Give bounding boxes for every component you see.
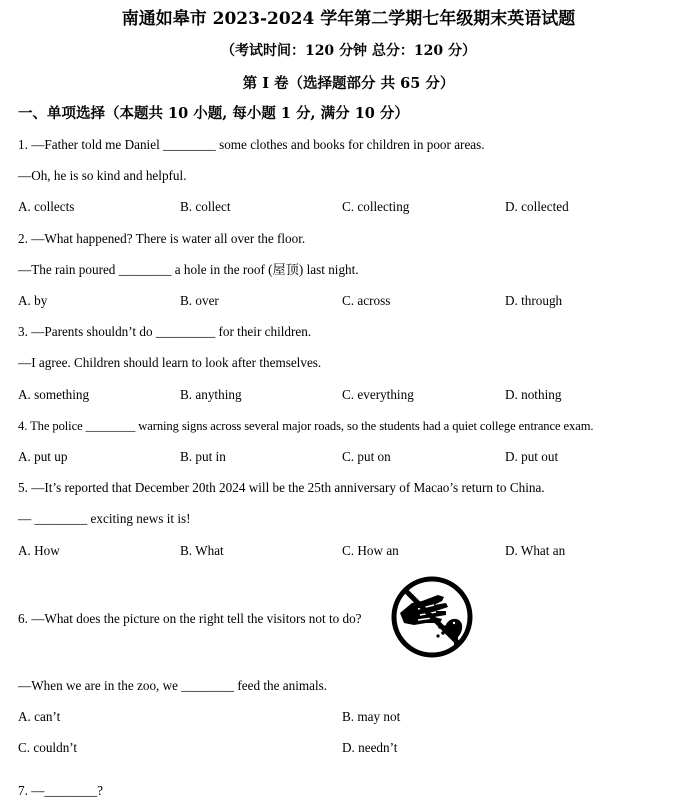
question-3-option-d: D. nothing (505, 387, 562, 402)
section-heading: 一、单项选择（本题共 10 小题, 每小题 1 分, 满分 10 分） (18, 105, 409, 122)
question-5-option-a: A. How (18, 543, 60, 558)
question-5-response: — ________ exciting news it is! (18, 511, 191, 526)
question-4-option-a: A. put up (18, 449, 68, 464)
question-6-option-a: A. can’t (18, 709, 61, 724)
question-6-option-b: B. may not (342, 709, 401, 724)
question-1-option-a: A. collects (18, 199, 75, 214)
question-2-response: —The rain poured ________ a hole in the roof (屋顶) last night. (18, 262, 359, 277)
question-6-response: —When we are in the zoo, we ________ feed the animals. (18, 678, 328, 693)
question-1-response: —Oh, he is so kind and helpful. (18, 168, 187, 183)
question-2-option-d: D. through (505, 293, 563, 308)
question-2-prompt: 2. —What happened? There is water all over the floor. (18, 231, 306, 246)
question-7-prompt: 7. —________? (18, 783, 103, 798)
question-3-response: —I agree. Children should learn to look after themselves. (18, 355, 322, 370)
question-1-option-d: D. collected (505, 199, 569, 214)
question-6-option-c: C. couldn’t (18, 740, 78, 755)
question-4-option-c: C. put on (342, 449, 391, 464)
question-3-option-c: C. everything (342, 387, 414, 402)
question-5-prompt: 5. —It’s reported that December 20th 2024 will be the 25th anniversary of Macao’s return to China. (18, 480, 545, 495)
question-6-prompt: 6. —What does the picture on the right tell the visitors not to do? (18, 611, 362, 626)
question-4-prompt: 4. The police ________ warning signs across several major roads, so the students had a quiet college entrance exam. (18, 419, 594, 433)
question-1-prompt: 1. —Father told me Daniel ________ some clothes and books for children in poor areas. (18, 137, 485, 152)
question-4-option-d: D. put out (505, 449, 559, 464)
volume-heading: 第 I 卷（选择题部分 共 65 分） (242, 75, 455, 92)
question-1-option-b: B. collect (180, 199, 231, 214)
question-2-option-b: B. over (180, 293, 219, 308)
question-1-option-c: C. collecting (342, 199, 410, 214)
question-6-option-d: D. needn’t (342, 740, 398, 755)
question-5-option-b: B. What (180, 543, 224, 558)
no-feeding-animals-icon (388, 575, 476, 659)
exam-info: （考试时间：120 分钟 总分：120 分） (220, 43, 477, 59)
exam-title: 南通如皋市 2023-2024 学年第二学期七年级期末英语试题 (121, 9, 576, 29)
question-3-option-a: A. something (18, 387, 90, 402)
question-2-option-c: C. across (342, 293, 391, 308)
question-3-option-b: B. anything (180, 387, 242, 402)
question-5-option-c: C. How an (342, 543, 399, 558)
question-4-option-b: B. put in (180, 449, 226, 464)
question-2-option-a: A. by (18, 293, 48, 308)
question-3-prompt: 3. —Parents shouldn’t do _________ for their children. (18, 324, 312, 339)
question-5-option-d: D. What an (505, 543, 566, 558)
